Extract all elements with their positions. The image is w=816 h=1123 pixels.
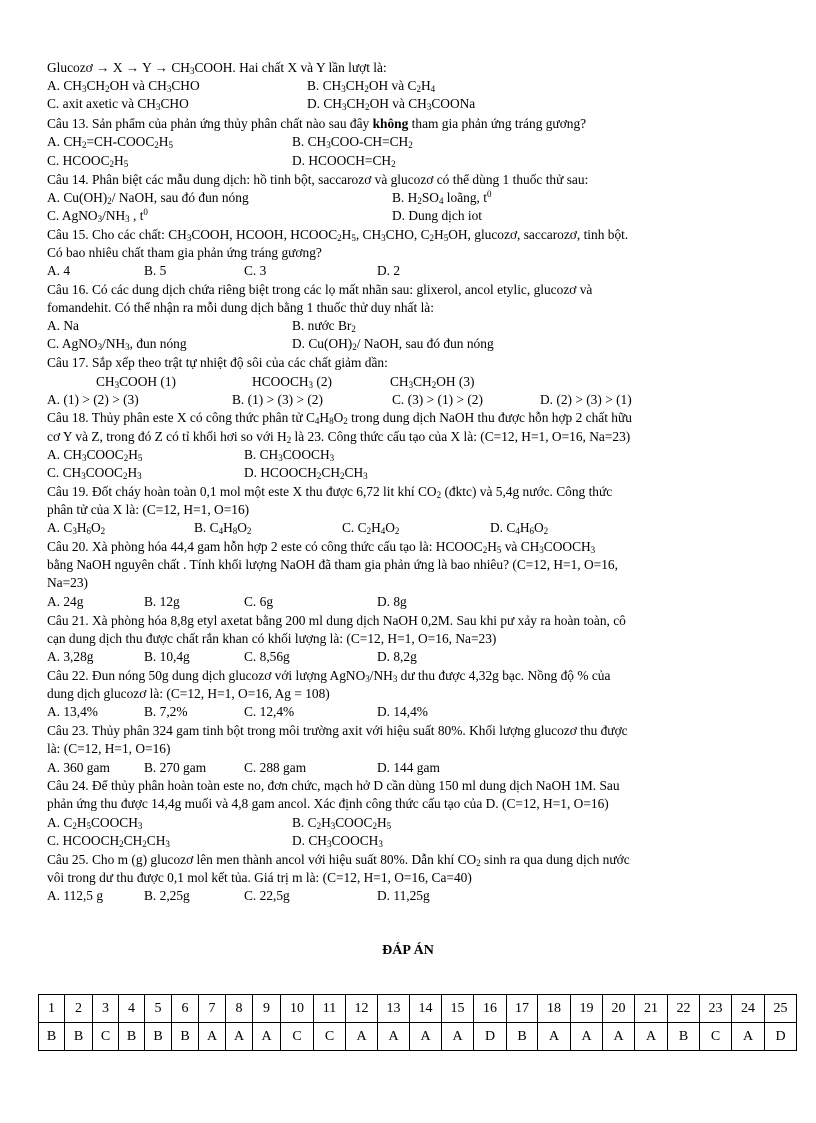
answer-number-cell: 6 xyxy=(172,995,199,1023)
answer-option: D. 8g xyxy=(377,594,407,609)
answer-letter-cell: B xyxy=(65,1023,93,1051)
answer-letter-cell: A xyxy=(378,1023,410,1051)
answer-option: B. $CH_3CH_2OH$ và $C_2H_4$ xyxy=(307,78,436,94)
answer-number-row xyxy=(39,995,797,1023)
answer-option: A. $Cu(OH)_2/$ NaOH, sau đó đun nóng xyxy=(47,190,249,206)
answer-number-cell: 18 xyxy=(538,995,571,1023)
answer-number-cell: 11 xyxy=(314,995,346,1023)
answer-option: B. 12g xyxy=(144,594,180,609)
answer-number-cell: 17 xyxy=(507,995,538,1023)
text-run: Câu 18. Thủy phân este X có công thức phân tử $C_4H_8O_2$ trong dung dịch NaOH thu được hỗn hợp 2 chất hữu xyxy=(47,410,632,426)
answer-number-cell: 12 xyxy=(346,995,378,1023)
answer-number-cell: 20 xyxy=(603,995,635,1023)
answer-option: D. 144 gam xyxy=(377,760,440,775)
answer-number-cell: 16 xyxy=(474,995,507,1023)
answer-number-cell: 2 xyxy=(65,995,93,1023)
answer-option: B. 5 xyxy=(144,263,167,278)
answer-letter-cell: C xyxy=(314,1023,346,1051)
answer-option: C. $HCOOC_2H_5$ xyxy=(47,153,129,169)
text-run: Câu 14. Phân biệt các mẫu dung dịch: hồ tinh bột, saccarozơ và glucozơ có thể dùng 1 thuốc thử sau: xyxy=(47,172,589,187)
answer-option: B. $CH_3COO-CH=CH_2$ xyxy=(292,134,413,150)
answer-number-cell: 23 xyxy=(700,995,732,1023)
text-run: Câu 17. Sắp xếp theo trật tự nhiệt độ sôi của các chất giảm dần: xyxy=(47,355,388,370)
answer-option: B. 10,4g xyxy=(144,649,190,664)
text-run: vôi trong dư thu được 0,1 mol kết tủa. Giá trị m là: (C=12, H=1, O=16, Ca=40) xyxy=(47,870,472,885)
answer-number-cell: 9 xyxy=(253,995,281,1023)
text-run: cơ Y và Z, trong đó Z có tỉ khối hơi so với $H_2$ là 23. Công thức cấu tạo của X là: (C=12, H=1, O=16, Na=23) xyxy=(47,429,631,445)
answer-letter-cell: B xyxy=(668,1023,700,1051)
text-run: Câu 22. Đun nóng 50g dung dịch glucozơ với lượng $AgNO_3/NH_3$ dư thu được 4,32g bạc. Nồng độ % của xyxy=(47,668,611,684)
answer-number-cell: 1 xyxy=(39,995,65,1023)
answer-letter-cell: C xyxy=(93,1023,119,1051)
answer-letter-cell: A xyxy=(538,1023,571,1051)
answer-letter-cell: A xyxy=(226,1023,253,1051)
answer-option: D. 2 xyxy=(377,263,401,278)
answer-option: D. $CH_3COOCH_3$ xyxy=(292,833,383,849)
answer-option: A. 112,5 g xyxy=(47,888,104,903)
text-run: Na=23) xyxy=(47,575,89,590)
answer-option: C. (3) > (1) > (2) xyxy=(392,392,483,407)
text-run: Câu 24. Để thủy phân hoàn toàn este no, đơn chức, mạch hở D cần dùng 150 ml dung dịch NaOH 1M. Sau xyxy=(47,778,620,793)
answer-letter-cell: A xyxy=(199,1023,226,1051)
answer-number-cell: 25 xyxy=(765,995,797,1023)
answer-option: C. $C_2H_4O_2$ xyxy=(342,520,400,536)
answer-letter-cell: A xyxy=(732,1023,765,1051)
answer-option: B. (1) > (3) > (2) xyxy=(232,392,323,407)
answer-letter-cell: C xyxy=(700,1023,732,1051)
answer-option: D. 14,4% xyxy=(377,704,428,719)
text-run: Câu 25. Cho m (g) glucozơ lên men thành ancol với hiệu suất 80%. Dẫn khí $CO_2$ sinh ra qua dung dịch nước xyxy=(47,852,630,868)
answer-number-cell: 3 xyxy=(93,995,119,1023)
text-run: Câu 23. Thủy phân 324 gam tinh bột trong môi trường axit với hiệu suất 80%. Khối lượng glucozơ thu được xyxy=(47,723,628,738)
answer-option: C. 8,56g xyxy=(244,649,290,664)
answer-letter-cell: A xyxy=(603,1023,635,1051)
text-run: là: (C=12, H=1, O=16) xyxy=(47,741,171,756)
answer-option: A. $C_3H_6O_2$ xyxy=(47,520,106,536)
text-run: Glucozơ → $X \to Y \to CH_3COOH$. Hai chất X và Y lần lượt là: xyxy=(47,60,387,76)
answer-option: $CH_3CH_2OH$ (3) xyxy=(390,374,475,390)
answer-option: D. 11,25g xyxy=(377,888,430,903)
answer-option: A. Na xyxy=(47,318,79,333)
answer-option: A. 360 gam xyxy=(47,760,110,775)
answer-option: A. 13,4% xyxy=(47,704,98,719)
answer-letter-cell: B xyxy=(119,1023,145,1051)
answer-option: B. 2,25g xyxy=(144,888,190,903)
answer-option: D. $Cu(OH)_2/$ NaOH, sau đó đun nóng xyxy=(292,336,494,352)
answer-option: D. $HCOOCH_2CH_2CH_3$ xyxy=(244,465,368,481)
answer-letter-cell: D xyxy=(765,1023,797,1051)
answer-number-cell: 8 xyxy=(226,995,253,1023)
answer-number-cell: 15 xyxy=(442,995,474,1023)
answer-letter-cell: B xyxy=(39,1023,65,1051)
text-run: cạn dung dịch thu được chất rắn khan có khối lượng là: (C=12, H=1, O=16, Na=23) xyxy=(47,631,497,646)
text-run: fomandehit. Có thể nhận ra mỗi dung dịch bằng 1 thuốc thử duy nhất là: xyxy=(47,300,434,315)
answer-letter-cell: A xyxy=(571,1023,603,1051)
text-run: Câu 15. Cho các chất: $CH_3COOH$, HCOOH, $HCOOC_2H_5$, $CH_3CHO$, $C_2H_5OH$, glucozơ, saccarozơ, tinh bột. xyxy=(47,227,629,243)
answer-letter-cell: B xyxy=(507,1023,538,1051)
answer-number-cell: 14 xyxy=(410,995,442,1023)
text-run: Câu 21. Xà phòng hóa 8,8g etyl axetat bằng 200 ml dung dịch NaOH 0,2M. Sau khi pư xảy ra hoàn toàn, cô xyxy=(47,613,626,628)
answer-option: D. 8,2g xyxy=(377,649,417,664)
answer-letter-cell: B xyxy=(145,1023,172,1051)
text-run: Câu 19. Đốt cháy hoàn toàn 0,1 mol một este X thu được 6,72 lit khí $CO_2$ (đktc) và 5,4g nước. Công thức xyxy=(47,484,613,500)
answer-option: A. $CH_2=CH-COOC_2H_5$ xyxy=(47,134,173,150)
answer-option: B. $CH_3COOCH_3$ xyxy=(244,447,335,463)
answer-option: C. 3 xyxy=(244,263,267,278)
text-run: Câu 16. Có các dung dịch chứa riêng biệt trong các lọ mất nhãn sau: glixerol, ancol etylic, glucozơ và xyxy=(47,282,593,297)
text-run: bằng NaOH nguyên chất . Tính khối lượng NaOH đã tham gia phản ứng là bao nhiêu? (C=12, H=1, O=16, xyxy=(47,557,618,572)
answer-option: C. 288 gam xyxy=(244,760,307,775)
answer-option: C. $CH_3COOC_2H_3$ xyxy=(47,465,142,481)
answer-option: D. (2) > (3) > (1) xyxy=(540,392,632,407)
answer-letter-cell: D xyxy=(474,1023,507,1051)
answer-option: B. 7,2% xyxy=(144,704,188,719)
answer-number-cell: 24 xyxy=(732,995,765,1023)
answer-option: C. 12,4% xyxy=(244,704,295,719)
text-run: Có bao nhiêu chất tham gia phản ứng tráng gương? xyxy=(47,245,322,260)
text-run: phân tử của X là: (C=12, H=1, O=16) xyxy=(47,502,250,517)
answer-number-cell: 21 xyxy=(635,995,668,1023)
answer-option: C. $AgNO_3/NH_3$, đun nóng xyxy=(47,336,187,352)
answer-option: B. $C_4H_8O_2$ xyxy=(194,520,252,536)
answer-option: $CH_3COOH$ (1) xyxy=(96,374,177,390)
answer-option: D. $CH_3CH_2OH$ và $CH_3COONa$ xyxy=(307,96,476,112)
answer-option: C. $HCOOCH_2CH_2CH_3$ xyxy=(47,833,170,849)
answer-option: D. $C_4H_6O_2$ xyxy=(490,520,549,536)
answer-letter-cell: A xyxy=(346,1023,378,1051)
answer-option: A. $CH_3COOC_2H_5$ xyxy=(47,447,143,463)
answer-option: A. 3,28g xyxy=(47,649,94,664)
answer-letter-cell: A xyxy=(635,1023,668,1051)
answer-letter-cell: B xyxy=(172,1023,199,1051)
answer-number-cell: 22 xyxy=(668,995,700,1023)
answer-number-cell: 19 xyxy=(571,995,603,1023)
answer-option: C. axit axetic và $CH_3CHO$ xyxy=(47,96,189,112)
answer-option: A. 24g xyxy=(47,594,84,609)
answer-number-cell: 7 xyxy=(199,995,226,1023)
answer-letter-cell: A xyxy=(410,1023,442,1051)
answer-number-cell: 5 xyxy=(145,995,172,1023)
answer-letter-cell: A xyxy=(442,1023,474,1051)
text-run: dung dịch glucozơ là: (C=12, H=1, O=16, Ag = 108) xyxy=(47,686,330,701)
answer-number-cell: 13 xyxy=(378,995,410,1023)
answer-option: A. 4 xyxy=(47,263,71,278)
answer-title: ĐÁP ÁN xyxy=(382,943,434,958)
text-run: phản ứng thu được 14,4g muối và 4,8 gam ancol. Xác định công thức cấu tạo của D. (C=12, H=1, O=16) xyxy=(47,796,609,811)
answer-option: A. $CH_3CH_2OH$ và $CH_3CHO$ xyxy=(47,78,200,94)
answer-option: C. 22,5g xyxy=(244,888,290,903)
answer-option: B. nước $Br_2$ xyxy=(292,318,356,334)
answer-option: B. 270 gam xyxy=(144,760,207,775)
answer-option: A. $C_2H_5COOCH_3$ xyxy=(47,815,143,831)
answer-number-cell: 4 xyxy=(119,995,145,1023)
answer-option: $HCOOCH_3$ (2) xyxy=(252,374,333,390)
answer-letter-row xyxy=(39,1023,797,1051)
answer-option: B. $C_2H_3COOC_2H_5$ xyxy=(292,815,392,831)
answer-letter-cell: C xyxy=(281,1023,314,1051)
answer-letter-cell: A xyxy=(253,1023,281,1051)
answer-option: D. $HCOOCH=CH_2$ xyxy=(292,153,396,169)
answer-table xyxy=(38,994,797,1051)
answer-option: B. $H_2SO_4$ loãng, $t^0$ xyxy=(392,189,492,206)
text-run: Câu 20. Xà phòng hóa 44,4 gam hỗn hợp 2 este có công thức cấu tạo là: $HCOOC_2H_5$ và $CH_3COOCH_3$ xyxy=(47,539,596,555)
answer-number-cell: 10 xyxy=(281,995,314,1023)
answer-option: A. (1) > (2) > (3) xyxy=(47,392,139,407)
answer-option: D. Dung dịch iot xyxy=(392,208,483,223)
text-run: Câu 13. Sản phẩm của phản ứng thủy phân chất nào sau đây không tham gia phản ứng tráng gương? xyxy=(47,116,587,131)
answer-option: C. 6g xyxy=(244,594,274,609)
answer-option: C. $AgNO_3/NH_3$ , $t^0$ xyxy=(47,207,148,224)
